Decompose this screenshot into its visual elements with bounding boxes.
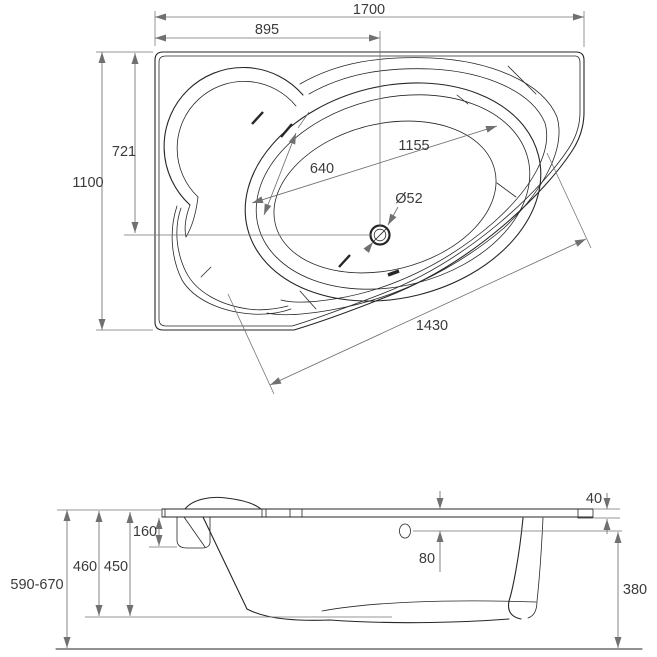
shell-inner-wall-outline (159, 56, 580, 326)
dim-label: 1155 (398, 138, 430, 154)
dim-label: 160 (132, 524, 158, 540)
deck-seam-bottom (300, 291, 316, 309)
dim-label: 721 (111, 144, 137, 160)
rear-apron-inner (528, 518, 543, 618)
dim-label: 380 (622, 582, 648, 598)
dim-center-offset-x (155, 22, 380, 226)
dim-label: 640 (309, 161, 335, 177)
top-view (155, 52, 584, 331)
dim-label: 1700 (352, 2, 386, 18)
dim-basin-length (252, 126, 497, 203)
extension-line (547, 153, 591, 248)
basin-inner-ellipse (235, 67, 550, 317)
dim-install-height (10, 510, 67, 648)
headrest-hump-profile (185, 497, 261, 509)
dim-shell-height (104, 512, 130, 616)
seam-tick-lower (339, 255, 350, 267)
dim-label: 460 (72, 559, 98, 575)
dim-label: 590-670 (10, 577, 64, 593)
foot-seat-inner-curve (177, 208, 288, 310)
dim-label: Ø52 (395, 191, 423, 207)
dim-label: 1430 (415, 318, 449, 334)
dim-line (252, 126, 497, 203)
deck-edge-outer-curve (267, 58, 559, 315)
rear-apron-outer (509, 518, 524, 619)
dim-label: 450 (103, 559, 129, 575)
shell-bottom-profile (247, 609, 509, 623)
dim-seat-recess (133, 518, 177, 547)
dim-total-height (73, 511, 99, 616)
side-view-dimensions (10, 491, 647, 648)
dim-rim-height (586, 491, 607, 534)
deck-seam-right (497, 183, 516, 197)
dim-basin-width (264, 112, 334, 215)
top-view-dimensions (72, 2, 591, 394)
dim-line (264, 133, 296, 215)
dim-label: 40 (585, 491, 603, 507)
dim-front-edge (228, 153, 591, 394)
side-view (56, 497, 642, 649)
seam-tick-upper-1 (252, 112, 263, 124)
dim-overflow-drop (419, 491, 440, 572)
dim-label: 80 (418, 551, 436, 567)
overflow-hole (400, 524, 411, 538)
basin-floor-ellipse (258, 99, 513, 295)
dim-label: 1100 (72, 175, 104, 191)
seat-pocket-seam (184, 517, 205, 547)
dim-panel-height (618, 532, 647, 648)
headrest-tail (185, 197, 198, 237)
leader-line (366, 242, 373, 251)
shell-bottom-inner-line (322, 601, 536, 611)
dim-label: 895 (254, 22, 280, 38)
leader-line (388, 207, 398, 225)
dim-overall-depth (72, 52, 153, 330)
foot-seat-outer-curve (172, 206, 291, 314)
foot-seat-seam (201, 267, 211, 277)
seam-tick-upper-2 (281, 124, 292, 137)
jet-mark (388, 271, 399, 275)
dim-overall-width (155, 2, 584, 47)
front-apron-slope (203, 517, 247, 609)
dim-center-offset-y (112, 53, 372, 235)
